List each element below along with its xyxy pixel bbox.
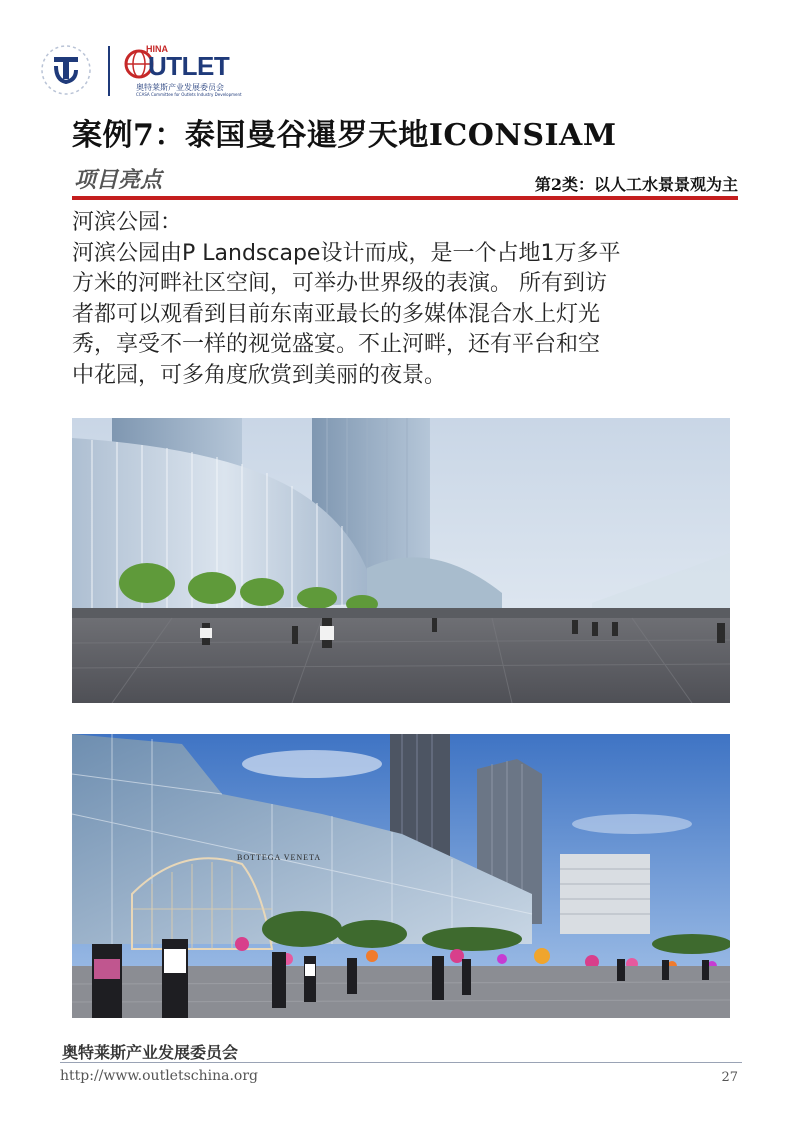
body-line: 河滨公园： — [72, 210, 183, 235]
body-line: 中花园，可多角度欣赏到美丽的夜景。 — [72, 362, 447, 388]
logo-outlet-text: UTLET — [148, 51, 230, 81]
body-line: 方米的河畔社区空间，可举办世界级的表演。 所有到访 — [72, 271, 607, 296]
section-category-tag: 第2类：以人工水景景观为主 — [534, 175, 738, 194]
body-text — [72, 208, 742, 391]
footer-organization: 奥特莱斯产业发展委员会 — [62, 1043, 239, 1062]
logo-org-en: CCASA Committee for Outlets Industry Development — [136, 92, 242, 97]
iconsiam-exterior-photo — [72, 734, 730, 1018]
section-divider — [72, 196, 738, 200]
bottega-veneta-sign: BOTTEGA VENETA — [237, 853, 322, 862]
page-title: 案例7：泰国曼谷暹罗天地ICONSIAM — [72, 118, 617, 153]
body-line: 者都可以观看到目前东南亚最长的多媒体混合水上灯光 — [72, 301, 601, 327]
footer-divider — [60, 1062, 742, 1063]
section-label: 项目亮点 — [74, 168, 163, 193]
logo-china-text: HINA — [146, 44, 168, 54]
footer-url-link[interactable]: http://www.outletschina.org — [60, 1068, 258, 1084]
logo-org-cn: 奥特莱斯产业发展委员会 — [136, 83, 224, 92]
riverside-plaza-photo — [72, 418, 730, 703]
logo-divider — [108, 46, 110, 96]
china-outlet-logo — [122, 44, 252, 100]
body-line: 河滨公园由P Landscape设计而成，是一个占地1万多平 — [72, 240, 621, 266]
body-line: 秀，享受不一样的视觉盛宴。不止河畔，还有平台和空 — [72, 332, 601, 357]
page-number: 27 — [721, 1070, 738, 1085]
ccasi-logo — [40, 44, 92, 96]
